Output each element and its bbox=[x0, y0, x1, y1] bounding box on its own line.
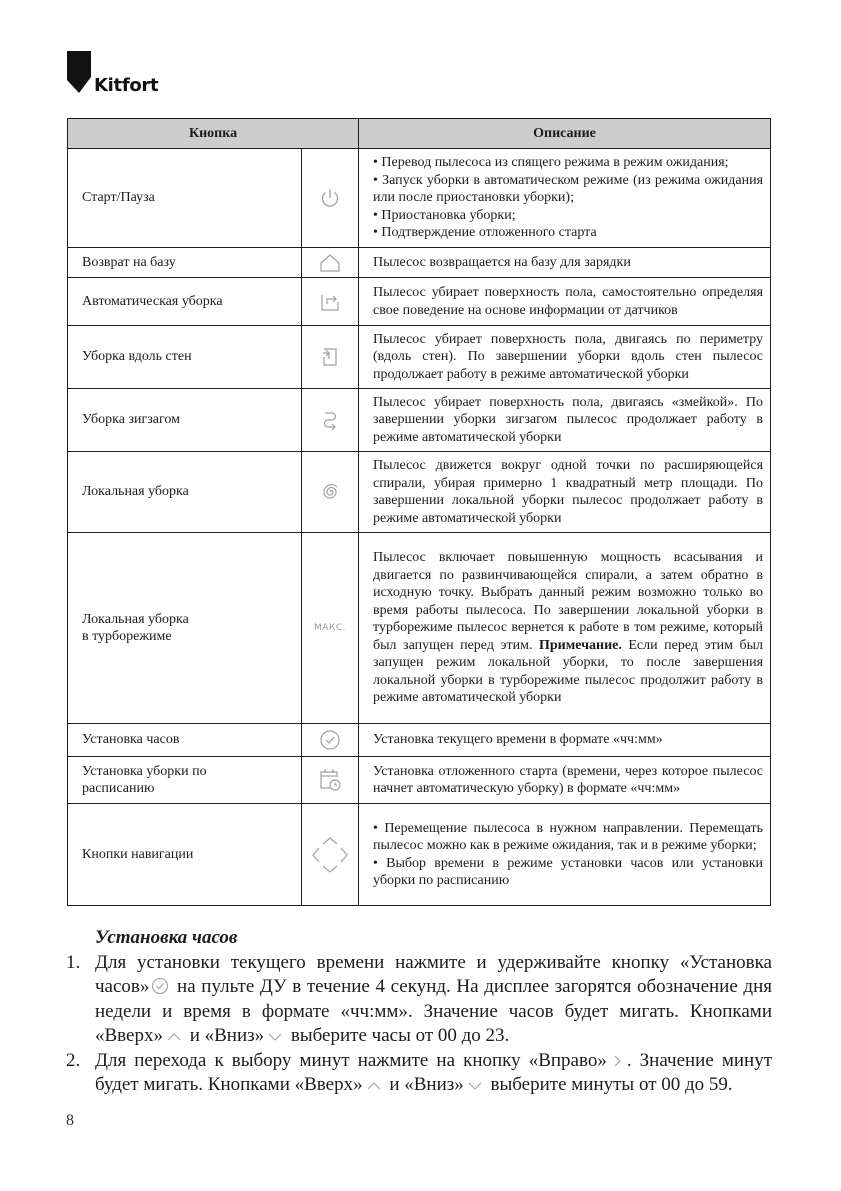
row-icon-cell bbox=[302, 452, 359, 533]
max-label: МАКС. bbox=[314, 623, 346, 634]
item-number: 1. bbox=[66, 951, 81, 973]
row-icon-cell bbox=[302, 724, 359, 757]
brand-logo bbox=[66, 50, 176, 98]
row-icon-cell bbox=[302, 326, 359, 389]
table-row bbox=[68, 533, 771, 724]
table-header-row bbox=[68, 119, 771, 149]
row-icon-cell bbox=[302, 389, 359, 452]
row-name: Старт/Пауза bbox=[68, 149, 302, 248]
row-name: Возврат на базу bbox=[68, 248, 302, 278]
row-name: Кнопки навигации bbox=[68, 804, 302, 906]
row-name: Установка часов bbox=[68, 724, 302, 757]
chevron-down-icon bbox=[466, 1079, 484, 1093]
home-icon bbox=[319, 253, 341, 273]
header-button: Кнопка bbox=[68, 119, 359, 149]
chevron-down-icon bbox=[266, 1030, 284, 1044]
zigzag-icon bbox=[319, 409, 341, 431]
table-row bbox=[68, 389, 771, 452]
buttons-table bbox=[67, 118, 771, 906]
header-description: Описание bbox=[359, 119, 771, 149]
row-name: Автоматическая уборка bbox=[68, 278, 302, 326]
calendar-clock-icon bbox=[318, 767, 342, 793]
list-item: 2. Для перехода к выбору минут нажмите на кнопку «Вправо» . Значение минут будет мигать. Кнопками «Вверх» и «Вниз» выберите минуты от 00 до 59. bbox=[66, 1049, 773, 1095]
table-row bbox=[68, 757, 771, 804]
row-icon-cell bbox=[302, 278, 359, 326]
list-item: 1. Для установки текущего времени нажмите и удерживайте кнопку «Установка часов» на пульте ДУ в течение 4 секунд. На дисплее загорятся обозначение дня недели и время в формате «чч:мм». Значение часов будет мигать. Кнопками «Вверх» и «Вниз» выберите часы от 00 до 23. bbox=[66, 951, 772, 1046]
table-row bbox=[68, 278, 771, 326]
row-icon-cell bbox=[302, 804, 359, 906]
clock-setting-section bbox=[62, 926, 772, 1098]
row-name: Локальная уборка bbox=[68, 452, 302, 533]
row-icon-cell bbox=[302, 757, 359, 804]
item-number: 2. bbox=[66, 1049, 81, 1071]
section-title: Установка часов bbox=[95, 927, 238, 948]
auto-clean-icon bbox=[319, 291, 341, 313]
table-row bbox=[68, 724, 771, 757]
row-description: Установка отложенного старта (времени, через которое пылесос начнет автоматическую уборку) в формате «чч:мм» bbox=[359, 757, 771, 804]
page-number: 8 bbox=[66, 1112, 74, 1129]
row-description: Пылесос возвращается на базу для зарядки bbox=[359, 248, 771, 278]
chevron-up-icon bbox=[165, 1030, 183, 1044]
navigation-arrows-icon bbox=[307, 832, 353, 878]
row-name: Уборка вдоль стен bbox=[68, 326, 302, 389]
table-row bbox=[68, 452, 771, 533]
table-row bbox=[68, 149, 771, 248]
row-icon-cell bbox=[302, 149, 359, 248]
note-label: Примечание. bbox=[538, 637, 622, 653]
row-description: Пылесос убирает поверхность пола, двигаясь «змейкой». По завершении уборки зигзагом пылесос продолжает работу в режиме автоматической уборки bbox=[359, 389, 771, 452]
power-icon bbox=[319, 187, 341, 209]
kitfort-logo-icon bbox=[66, 50, 92, 94]
row-name: Установка уборки по расписанию bbox=[68, 757, 302, 804]
row-icon-cell bbox=[302, 248, 359, 278]
row-description: Установка текущего времени в формате «чч:мм» bbox=[359, 724, 771, 757]
row-description: Пылесос убирает поверхность пола, двигаясь по периметру (вдоль стен). По завершении уборки вдоль стен пылесос продолжает работу в режиме автоматической уборки bbox=[359, 326, 771, 389]
spiral-icon bbox=[319, 481, 341, 503]
clock-check-icon bbox=[319, 729, 341, 751]
clock-check-icon bbox=[151, 977, 169, 995]
row-name: Уборка зигзагом bbox=[68, 389, 302, 452]
row-description: • Перевод пылесоса из спящего режима в режим ожидания; • Запуск уборки в автоматическом режиме (из режима ожидания или после приостановки уборки); • Приостановка уборки; • Подтверждение отложенного старта bbox=[359, 149, 771, 248]
row-description: Пылесос движется вокруг одной точки по расширяющейся спирали, убирая примерно 1 квадратный метр площади. По завершении локальной уборки пылесос продолжает работу в режиме автоматической уборки bbox=[359, 452, 771, 533]
row-description: • Перемещение пылесоса в нужном направлении. Перемещать пылесос можно как в режиме ожидания, так и в режиме уборки; • Выбор времени в режиме установки часов или установки уборки по расписанию bbox=[359, 804, 771, 906]
note-text: Если перед этим был запущен режим локальной уборки, то после завершения локальной уборки в турборежиме пылесос продолжит работу в режиме автоматической уборки bbox=[373, 637, 764, 706]
row-icon-cell bbox=[302, 533, 359, 724]
row-description: Пылесос убирает поверхность пола, самостоятельно определяя свое поведение на основе информации от датчиков bbox=[359, 278, 771, 326]
row-description: Пылесос включает повышенную мощность всасывания и двигается по развинчивающейся спирали, а затем обратно в исходную точку. Выбрать данный режим возможно только во время работы пылесоса. По завершении локальной уборки в турборежиме пылесос вернется к работе в том режиме, который был запущен перед этим. Примечание. Если перед этим был запущен режим локальной уборки, то после завершения локальной уборки в турборежиме пылесос продолжит работу в режиме автоматической уборки bbox=[359, 533, 771, 724]
table-row bbox=[68, 804, 771, 906]
edge-clean-icon bbox=[319, 346, 341, 368]
row-name: Локальная уборка в турборежиме bbox=[68, 533, 302, 724]
chevron-right-icon bbox=[609, 1053, 625, 1069]
table-row bbox=[68, 248, 771, 278]
brand-name: Kitfort bbox=[94, 75, 159, 96]
chevron-up-icon bbox=[365, 1079, 383, 1093]
table-row bbox=[68, 326, 771, 389]
